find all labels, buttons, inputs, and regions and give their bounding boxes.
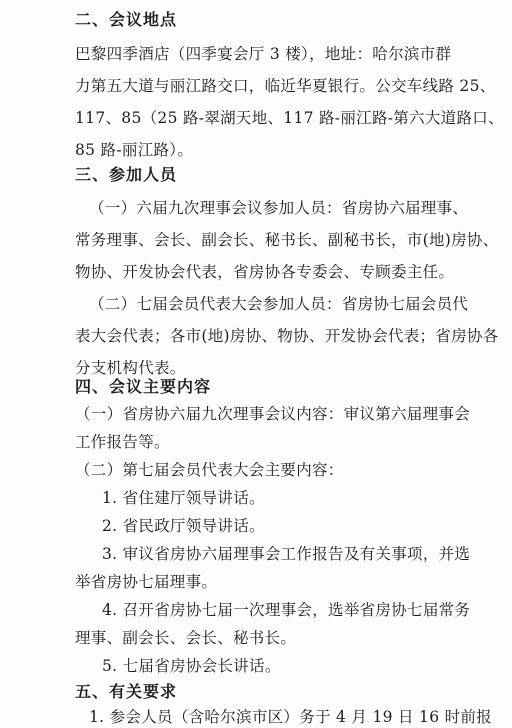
text-line: （二）第七届会员代表大会主要内容： xyxy=(75,461,344,479)
text-line: 理事、副会长、会长、秘书长。 xyxy=(75,629,297,647)
text-line: （二）七届会员代表大会参加人员：省房协七届会员代 xyxy=(89,295,469,313)
text-line: 常务理事、会长、副会长、秘书长、副秘书长，市(地)房协、 xyxy=(75,231,499,249)
list-item: 5. 七届省房协会长讲话。 xyxy=(102,657,281,675)
text-line: 物协、开发协会代表，省房协各专委会、专顾委主任。 xyxy=(75,263,455,281)
text-line: （一）六届九次理事会议参加人员：省房协六届理事、 xyxy=(89,199,469,217)
text-line: 85 路-丽江路）。 xyxy=(75,141,194,159)
list-item: 1. 省住建厅领导讲话。 xyxy=(102,489,265,507)
text-line: 举省房协七届理事。 xyxy=(75,573,218,591)
text-line: 117、85（25 路-翠湖天地、117 路-丽江路-第六大道路口、 xyxy=(75,109,504,127)
section-heading-meeting-location: 二、会议地点 xyxy=(75,10,178,29)
text-line: 分支机构代表。 xyxy=(75,359,186,377)
section-heading-participants: 三、参加人员 xyxy=(75,165,178,184)
section-heading-requirements: 五、有关要求 xyxy=(75,682,178,701)
list-item: 1. 参会人员（含哈尔滨市区）务于 4 月 19 日 16 时前报 xyxy=(89,708,492,726)
text-line: 巴黎四季酒店（四季宴会厅 3 楼），地址：哈尔滨市群 xyxy=(75,45,452,63)
section-heading-main-content: 四、会议主要内容 xyxy=(75,377,212,396)
list-item: 4. 召开省房协七届一次理事会，选举省房协七届常务 xyxy=(102,601,471,619)
list-item: 2. 省民政厅领导讲话。 xyxy=(102,517,265,535)
text-line: 工作报告等。 xyxy=(75,433,170,451)
text-line: 力第五大道与丽江路交口，临近华夏银行。公交车线路 25、 xyxy=(75,77,496,95)
list-item: 3. 审议省房协六届理事会工作报告及有关事项，并选 xyxy=(102,545,471,563)
text-line: 表大会代表；各市(地)房协、物协、开发协会代表；省房协各 xyxy=(75,327,499,345)
text-line: （一）省房协六届九次理事会议内容：审议第六届理事会 xyxy=(75,405,471,423)
